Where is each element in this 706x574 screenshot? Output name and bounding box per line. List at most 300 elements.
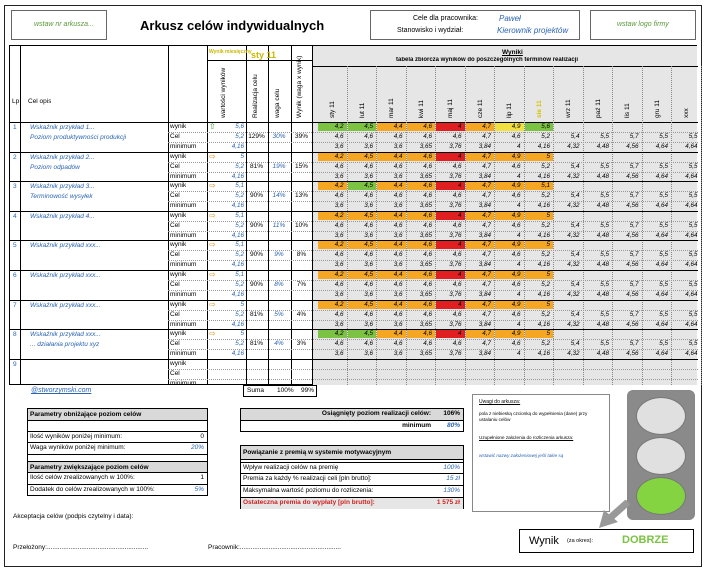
goal-result-4[interactable]: 5,1 [235, 241, 244, 249]
month-target-5-0: 4,6 [334, 281, 344, 288]
row-label-goal-0: Cel [170, 133, 180, 140]
month-result-6-5: 4,7 [482, 300, 491, 308]
goal-result-3[interactable]: 5,1 [235, 211, 244, 219]
goal-name-3[interactable]: Wskaźnik przykład 4... [30, 212, 95, 220]
month-target-0-4: 4,6 [452, 133, 462, 140]
month-min-4-1: 3,6 [364, 261, 373, 269]
month-result-6-0: 4,2 [334, 300, 344, 308]
month-target-0-8: 5,4 [570, 133, 580, 140]
month-result-3-1: 4,5 [364, 211, 373, 219]
row-label-result-3: wynik [170, 211, 187, 219]
goal-result-0[interactable]: 5,6 [235, 123, 244, 130]
achieved-row [241, 409, 463, 421]
month-result-2-7: 5,1 [541, 182, 550, 190]
month-result-4-3: 4,6 [423, 241, 432, 249]
month-min-1-12: 4,64 [685, 172, 698, 180]
month-min-4-4: 3,76 [449, 261, 462, 269]
trend-arrow-icon-0: ⇧ [209, 122, 216, 131]
month-min-1-6: 4 [516, 172, 521, 180]
month-target-3-5: 4,7 [482, 221, 491, 229]
goal-target-4[interactable]: 5,2 [235, 251, 244, 259]
month-result-1-7: 5 [546, 152, 550, 160]
goal-desc-7[interactable]: ... działania projektu xyz [30, 341, 100, 349]
month-min-5-0: 3,6 [334, 291, 344, 298]
params-low-r2 [28, 443, 207, 455]
suma-result: 99% [301, 387, 315, 394]
col-realization-header: Realizacja celu [252, 74, 259, 118]
month-min-6-0: 3,6 [334, 320, 344, 328]
month-min-4-0: 3,6 [334, 261, 344, 269]
month-min-0-4: 3,76 [449, 143, 462, 150]
month-min-2-2: 3,6 [393, 202, 403, 210]
employee-position[interactable]: Kierownik projektów [497, 26, 569, 35]
month-result-4-6: 4,9 [511, 241, 521, 249]
month-target-7-2: 4,6 [393, 340, 403, 348]
month-target-2-3: 4,6 [423, 192, 432, 200]
month-min-4-5: 3,84 [478, 261, 491, 269]
achieved-box [240, 408, 464, 432]
month-min-0-5: 3,84 [478, 143, 491, 150]
result-label: Wynik [529, 535, 559, 547]
month-target-6-11: 5,5 [659, 310, 668, 318]
month-target-6-7: 5,2 [541, 310, 550, 318]
row-label-min-4: minimum [170, 261, 197, 269]
goal-weight-4[interactable]: 9% [274, 251, 284, 259]
row-label-goal-8: Cel [170, 369, 180, 377]
month-header-12: xxx [683, 108, 690, 118]
employee-signature[interactable]: Pracownik:........................................................ [208, 544, 341, 551]
row-label-min-2: minimum [170, 202, 197, 210]
goal-desc-2[interactable]: Terminowość wysyłek [30, 193, 93, 201]
month-result-7-6: 4,9 [511, 330, 521, 338]
month-target-7-3: 4,6 [423, 340, 432, 348]
month-min-3-3: 3,65 [419, 231, 432, 239]
month-target-7-6: 4,6 [511, 340, 521, 348]
goal-result-7[interactable]: 5 [240, 330, 244, 338]
params-high-r1 [28, 473, 207, 485]
month-min-4-10: 4,56 [626, 261, 639, 269]
website-link[interactable]: @stworzymski.com [31, 387, 92, 394]
month-header-8: wrz 11 [565, 99, 572, 118]
month-target-3-12: 5,5 [688, 221, 698, 229]
goal-weight-1[interactable]: 19% [272, 162, 286, 170]
month-target-3-1: 4,6 [364, 221, 373, 229]
lp-header: Lp [12, 98, 20, 105]
month-min-0-12: 4,64 [685, 143, 698, 150]
goals-table [9, 45, 697, 385]
month-min-5-6: 4 [516, 291, 521, 298]
month-header-0: sty 11 [329, 101, 336, 118]
month-min-4-11: 4,64 [655, 261, 668, 269]
month-min-7-3: 3,65 [419, 350, 432, 358]
month-target-0-12: 5,5 [688, 133, 698, 140]
goal-name-0[interactable]: Wskaźnik przykład 1... [30, 124, 95, 131]
month-min-2-12: 4,64 [685, 202, 698, 210]
employee-box [370, 10, 580, 40]
month-result-0-5: 4,7 [482, 123, 491, 130]
goal-min-4[interactable]: 4,16 [231, 261, 244, 269]
row-label-min-7: minimum [170, 350, 197, 358]
achieved-min-value[interactable]: 80% [446, 422, 460, 429]
month-result-5-6: 4,9 [511, 271, 521, 278]
month-value[interactable]: sty 11 [251, 50, 277, 60]
month-target-7-4: 4,6 [452, 340, 462, 348]
params-low-title: Parametry obniżające poziom celów [28, 409, 207, 421]
month-target-4-6: 4,6 [511, 251, 521, 259]
goal-lp-7: 8 [13, 331, 17, 339]
goal-desc-1[interactable]: Poziom odpadów [30, 163, 80, 171]
month-result-1-2: 4,4 [393, 152, 403, 160]
month-result-6-2: 4,4 [393, 300, 403, 308]
month-target-7-9: 5,5 [600, 340, 609, 348]
goal-result-6[interactable]: 5 [240, 300, 244, 308]
month-min-6-10: 4,56 [626, 320, 639, 328]
goal-realization-3: 90% [249, 221, 263, 229]
month-min-7-8: 4,32 [567, 350, 580, 358]
month-result-1-1: 4,5 [364, 152, 373, 160]
goal-lp-0: 1 [13, 124, 17, 131]
goal-score-1: 15% [294, 162, 308, 170]
month-result-7-0: 4,2 [334, 330, 344, 338]
month-min-1-1: 3,6 [364, 172, 373, 180]
month-target-2-4: 4,6 [452, 192, 462, 200]
goal-weight-3[interactable]: 11% [272, 221, 286, 229]
goal-min-3[interactable]: 4,16 [231, 231, 244, 239]
month-target-0-9: 5,5 [600, 133, 609, 140]
goal-min-5[interactable]: 4,16 [231, 291, 244, 298]
month-min-1-4: 3,76 [449, 172, 462, 180]
bonus-box [240, 445, 464, 509]
month-target-0-0: 4,6 [334, 133, 344, 140]
month-min-4-6: 4 [516, 261, 521, 269]
result-value: DOBRZE [622, 534, 669, 546]
goal-min-0[interactable]: 4,16 [231, 143, 244, 150]
goal-score-4: 8% [296, 251, 307, 259]
goal-target-7[interactable]: 5,2 [235, 340, 244, 348]
month-min-2-4: 3,76 [449, 202, 462, 210]
month-result-1-0: 4,2 [334, 152, 344, 160]
sheet-number-box[interactable] [11, 10, 107, 40]
goal-weight-6[interactable]: 5% [274, 310, 284, 318]
row-label-result-0: wynik [170, 123, 187, 130]
params-high-r1-value: 1 [200, 474, 204, 481]
month-min-4-9: 4,48 [596, 261, 609, 269]
month-min-2-7: 4,16 [537, 202, 550, 210]
goal-lp-8: 9 [13, 360, 17, 368]
month-target-1-11: 5,5 [659, 162, 668, 170]
goal-realization-6: 81% [249, 310, 263, 318]
month-target-5-7: 5,2 [541, 281, 550, 288]
goal-name-7[interactable]: Wskaźnik przykład xxx... [30, 331, 101, 339]
month-target-2-9: 5,5 [600, 192, 609, 200]
month-result-6-1: 4,5 [364, 300, 373, 308]
bonus-r3-value[interactable]: 130% [443, 487, 460, 494]
month-target-0-7: 5,2 [541, 133, 550, 140]
month-result-5-7: 5 [546, 271, 550, 278]
month-target-3-0: 4,6 [334, 221, 344, 229]
month-target-6-4: 4,6 [452, 310, 462, 318]
notes-title-2: Uzupełnione założenia do rozliczenia arkusza: [479, 435, 574, 440]
month-result-7-2: 4,4 [393, 330, 403, 338]
goal-min-7[interactable]: 4,16 [231, 350, 244, 358]
month-target-7-5: 4,7 [482, 340, 491, 348]
month-min-6-4: 3,76 [449, 320, 462, 328]
month-min-5-9: 4,48 [596, 291, 609, 298]
row-label-min-5: minimum [170, 291, 197, 298]
month-target-2-11: 5,5 [659, 192, 668, 200]
row-label-result-5: wynik [170, 271, 187, 278]
month-target-7-7: 5,2 [541, 340, 550, 348]
goal-lp-2: 3 [13, 183, 17, 191]
month-min-0-10: 4,56 [626, 143, 639, 150]
row-label-result-7: wynik [170, 330, 187, 338]
month-result-2-2: 4,4 [393, 182, 403, 190]
month-target-1-12: 5,5 [688, 162, 698, 170]
row-label-min-8: minimum [170, 379, 197, 387]
month-min-1-2: 3,6 [393, 172, 403, 180]
month-target-1-8: 5,4 [570, 162, 580, 170]
achieved-min-row [241, 421, 463, 432]
goal-name-2[interactable]: Wskaźnik przykład 3... [30, 183, 95, 191]
month-target-5-10: 5,7 [629, 281, 639, 288]
goal-weight-5[interactable]: 8% [274, 281, 284, 288]
month-min-2-6: 4 [516, 202, 521, 210]
month-min-4-8: 4,32 [567, 261, 580, 269]
month-result-3-3: 4,6 [423, 211, 432, 219]
goal-lp-5: 6 [13, 272, 17, 279]
achieved-label: Osiągnięty poziom realizacji celów: [321, 410, 431, 417]
month-min-6-6: 4 [516, 320, 521, 328]
goal-realization-5: 90% [249, 281, 263, 288]
month-target-6-1: 4,6 [364, 310, 373, 318]
month-target-4-0: 4,6 [334, 251, 344, 259]
goal-target-0[interactable]: 5,2 [235, 133, 244, 140]
goal-score-0: 39% [294, 133, 308, 140]
goal-name-6[interactable]: Wskaźnik przykład xxx... [30, 301, 101, 309]
month-target-2-1: 4,6 [364, 192, 373, 200]
month-target-5-4: 4,6 [452, 281, 462, 288]
month-target-7-0: 4,6 [334, 340, 344, 348]
bonus-r4 [241, 498, 463, 509]
bonus-r4-label: Ostateczna premia do wypłaty [pln brutto]: [243, 499, 375, 506]
bonus-r2 [241, 474, 463, 486]
month-target-5-12: 5,5 [688, 281, 698, 288]
month-min-2-3: 3,65 [419, 202, 432, 210]
goal-score-5: 7% [296, 281, 307, 288]
month-min-7-6: 4 [516, 350, 521, 358]
row-label-min-1: minimum [170, 172, 197, 180]
month-result-1-6: 4,9 [511, 152, 521, 160]
bonus-r1-value[interactable]: 100% [443, 464, 460, 471]
month-target-4-3: 4,6 [423, 251, 432, 259]
month-target-1-4: 4,6 [452, 162, 462, 170]
month-target-7-11: 5,5 [659, 340, 668, 348]
page-title: Arkusz celów indywidualnych [140, 18, 325, 33]
supervisor-signature[interactable]: Przełożony:........................................................ [13, 544, 149, 551]
goal-name-5[interactable]: Wskaźnik przykład xxx... [30, 272, 101, 279]
params-high-r2 [28, 485, 207, 496]
row-label-result-1: wynik [170, 152, 187, 160]
month-min-5-10: 4,56 [626, 291, 639, 298]
month-target-6-10: 5,7 [629, 310, 639, 318]
suma-box [243, 385, 317, 397]
month-result-4-2: 4,4 [393, 241, 403, 249]
month-target-1-7: 5,2 [541, 162, 550, 170]
month-min-0-7: 4,16 [537, 143, 550, 150]
month-target-6-8: 5,4 [570, 310, 580, 318]
month-result-0-4: 4 [457, 123, 462, 130]
goal-min-6[interactable]: 4,16 [231, 320, 244, 328]
notes-text-2: wstawić nazwy założeniowej jeśli takie są [479, 453, 564, 458]
month-target-5-3: 4,6 [423, 281, 432, 288]
month-result-4-0: 4,2 [334, 241, 344, 249]
month-min-1-8: 4,32 [567, 172, 580, 180]
month-target-6-2: 4,6 [393, 310, 403, 318]
params-high-title: Parametry zwiększające poziom celów [28, 461, 207, 473]
month-target-3-8: 5,4 [570, 221, 580, 229]
row-label-goal-7: Cel [170, 340, 180, 348]
month-header-6: lip 11 [506, 102, 513, 118]
row-label-goal-5: Cel [170, 281, 180, 288]
goal-weight-0[interactable]: 30% [272, 133, 286, 140]
trend-arrow-icon-2: ⇨ [209, 181, 216, 191]
goal-result-1[interactable]: 5 [240, 152, 244, 160]
month-result-2-0: 4,2 [334, 182, 344, 190]
month-min-5-12: 4,64 [685, 291, 698, 298]
month-header-7: sie 11 [535, 100, 543, 118]
params-high-r2-value[interactable]: 5% [194, 486, 204, 493]
month-min-0-9: 4,48 [596, 143, 609, 150]
month-result-4-1: 4,5 [364, 241, 373, 249]
achieved-min-label: minimum [402, 422, 431, 429]
month-result-5-0: 4,2 [334, 271, 344, 278]
month-min-5-5: 3,84 [478, 291, 491, 298]
month-min-5-7: 4,16 [537, 291, 550, 298]
goal-min-1[interactable]: 4,16 [231, 172, 244, 180]
month-min-0-3: 3,65 [419, 143, 432, 150]
month-target-1-3: 4,6 [423, 162, 432, 170]
row-label-goal-3: Cel [170, 221, 180, 229]
notes-box [472, 394, 610, 512]
params-low-r1-value: 0 [200, 433, 204, 440]
goal-target-1[interactable]: 5,2 [235, 162, 244, 170]
goal-name-4[interactable]: Wskaźnik przykład xxx... [30, 242, 101, 250]
month-min-1-10: 4,56 [626, 172, 639, 180]
month-header-1: lut 11 [358, 102, 366, 118]
month-result-2-4: 4 [457, 182, 462, 190]
goal-result-5[interactable]: 5,1 [235, 271, 244, 278]
month-min-6-2: 3,6 [393, 320, 403, 328]
goal-name-1[interactable]: Wskaźnik przykład 2... [30, 153, 95, 161]
month-min-7-4: 3,76 [449, 350, 462, 358]
bonus-title: Powiązanie z premią w systemie motywacyjnym [241, 446, 463, 460]
goal-lp-1: 2 [13, 153, 17, 161]
params-low-r2-label: Waga wyników poniżej minimum: [30, 444, 126, 451]
goal-desc-0[interactable]: Poziom produktywności produkcji [30, 134, 127, 141]
month-min-0-11: 4,64 [655, 143, 668, 150]
month-result-1-4: 4 [457, 152, 462, 160]
goal-weight-2[interactable]: 14% [272, 192, 286, 200]
notes-text-1: pola z niebieską czcionką do wypełnienia (dane) przy ustalaniu celów [479, 411, 588, 422]
month-header-11: gru 11 [653, 100, 661, 118]
company-logo-box[interactable] [590, 10, 696, 40]
month-target-0-5: 4,7 [482, 133, 491, 140]
month-min-7-1: 3,6 [364, 350, 373, 358]
month-target-3-10: 5,7 [629, 221, 639, 229]
month-target-5-5: 4,7 [482, 281, 491, 288]
month-result-7-3: 4,6 [423, 330, 432, 338]
month-min-2-11: 4,64 [655, 202, 668, 210]
goal-target-6[interactable]: 5,2 [235, 310, 244, 318]
row-label-goal-1: Cel [170, 162, 180, 170]
month-result-2-3: 4,6 [423, 182, 432, 190]
month-target-4-9: 5,5 [600, 251, 609, 259]
month-min-1-5: 3,84 [478, 172, 491, 180]
position-label: Stanowisko i wydział: [397, 27, 464, 34]
month-target-1-1: 4,6 [364, 162, 373, 170]
goal-target-2[interactable]: 5,2 [235, 192, 244, 200]
month-min-3-2: 3,6 [393, 231, 403, 239]
goal-target-3[interactable]: 5,2 [235, 221, 244, 229]
goal-min-2[interactable]: 4,16 [231, 202, 244, 210]
month-target-5-9: 5,5 [600, 281, 609, 288]
traffic-light [627, 390, 695, 520]
month-target-2-2: 4,6 [393, 192, 403, 200]
month-min-1-7: 4,16 [537, 172, 550, 180]
month-target-1-9: 5,5 [600, 162, 609, 170]
month-min-1-9: 4,48 [596, 172, 609, 180]
row-label-goal-4: Cel [170, 251, 180, 259]
employee-name[interactable]: Paweł [499, 14, 521, 23]
goal-weight-7[interactable]: 4% [274, 340, 284, 348]
goal-lp-4: 5 [13, 242, 17, 250]
goal-result-2[interactable]: 5,1 [235, 182, 244, 190]
month-min-3-9: 4,48 [596, 231, 609, 239]
month-target-5-1: 4,6 [364, 281, 373, 288]
bonus-r2-value[interactable]: 15 zł [446, 475, 460, 482]
month-target-3-9: 5,5 [600, 221, 609, 229]
month-min-5-8: 4,32 [567, 291, 580, 298]
result-sub: (za okres): [567, 538, 593, 544]
params-high-r2-label: Dodatek do celów zrealizowanych w 100%: [30, 486, 155, 493]
month-min-0-1: 3,6 [364, 143, 373, 150]
month-min-5-4: 3,76 [449, 291, 462, 298]
row-label-min-6: minimum [170, 320, 197, 328]
month-min-3-1: 3,6 [364, 231, 373, 239]
results-title: Wyniki [502, 49, 523, 56]
month-target-6-3: 4,6 [423, 310, 432, 318]
month-target-7-1: 4,6 [364, 340, 373, 348]
month-result-6-3: 4,6 [423, 300, 432, 308]
month-result-3-4: 4 [457, 211, 462, 219]
month-min-5-2: 3,6 [393, 291, 403, 298]
row-label-min-0: minimum [170, 143, 197, 150]
goal-lp-6: 7 [13, 301, 17, 309]
params-low-r2-value[interactable]: 20% [190, 444, 204, 451]
month-target-2-5: 4,7 [482, 192, 491, 200]
month-result-0-3: 4,6 [423, 123, 432, 130]
month-target-6-12: 5,5 [688, 310, 698, 318]
bonus-r3 [241, 486, 463, 498]
goal-desc-header: Cel opis [28, 98, 52, 105]
row-label-min-3: minimum [170, 231, 197, 239]
goal-score-2: 13% [294, 192, 308, 200]
goal-target-5[interactable]: 5,2 [235, 281, 244, 288]
month-min-2-9: 4,48 [596, 202, 609, 210]
col-weighted-header: wartości wyników [220, 67, 227, 118]
month-min-4-3: 3,65 [419, 261, 432, 269]
light-top [636, 397, 686, 435]
